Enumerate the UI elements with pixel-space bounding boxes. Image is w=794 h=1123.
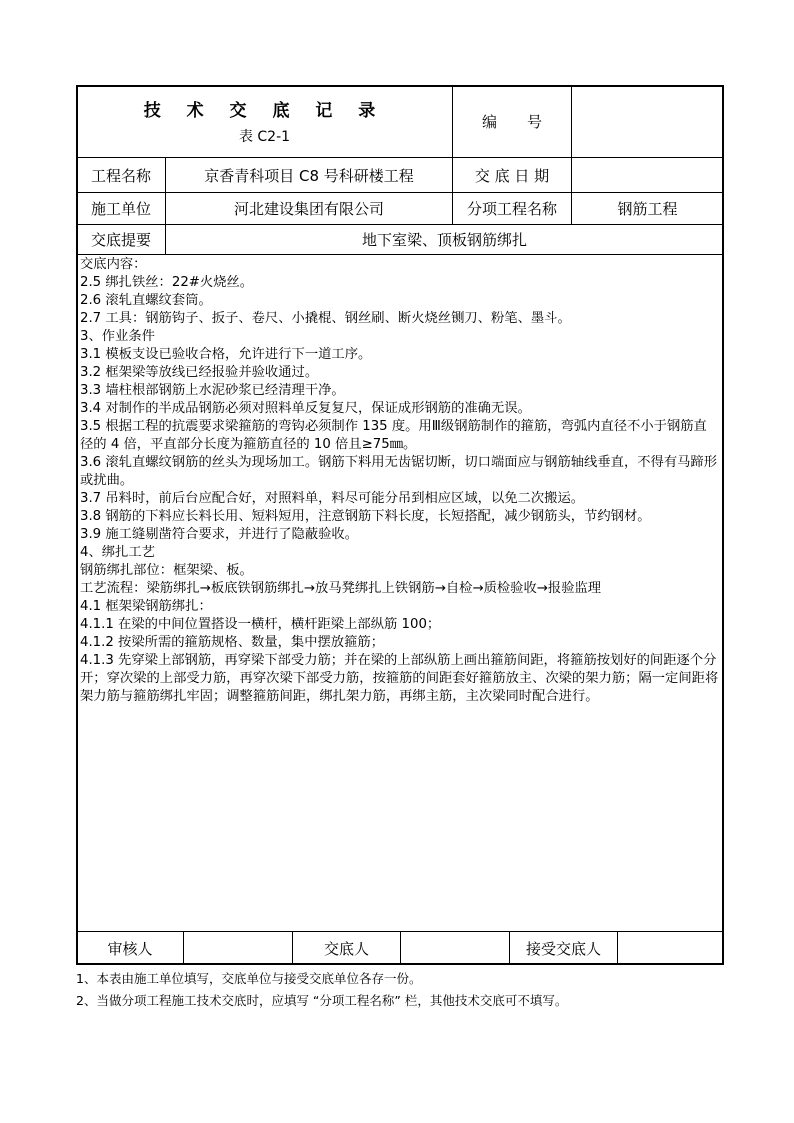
content-line: 3.3 墙柱根部钢筋上水泥砂浆已经清理干净。 [80,383,345,398]
contractor-label: 施工单位 [90,200,151,218]
content-line: 2.7 工具：钢筋钩子、扳子、卷尺、小撬棍、钢丝刷、断火烧丝铡刀、粉笔、墨斗。 [80,311,571,326]
project-value[interactable]: 京香青科项目 C8 号科研楼工程 [204,166,414,185]
contractor-value[interactable]: 河北建设集团有限公司 [233,200,384,218]
summary-label: 交底提要 [90,231,151,249]
content-line: 2.5 绑扎铁丝：22#火烧丝。 [80,275,254,290]
row-divider [77,254,723,255]
content-line: 4.1 框架梁钢筋绑扎： [80,599,212,614]
content-line: 4.1.3 先穿梁上部钢筋，再穿梁下部受力筋；并在梁的上部纵筋上画出箍筋间距，将箍筋按划好的间距逐个分开；穿次梁的上部受力筋，再穿次梁下部受力筋，按箍筋的间距套好箍筋放主、次梁的架力筋；隔一定间距将架力筋与箍筋绑扎牢固；调整箍筋间距，绑扎架力筋，再绑主筋，主次梁同时配合进行。 [80,653,719,704]
content-line: 3.4 对制作的半成品钢筋必须对照料单反复复尺，保证成形钢筋的准确无误。 [80,401,531,416]
content-line: 3.7 吊料时，前后台应配合好，对照料单，料尽可能分吊到相应区域，以免二次搬运。 [80,491,585,506]
project-label: 工程名称 [90,166,151,185]
number-value[interactable] [572,86,723,157]
content-line: 交底内容： [80,257,147,272]
content-line: 2.6 滚轧直螺纹套筒。 [80,293,212,308]
form-number: 表 C2-1 [238,129,291,145]
date-value[interactable] [572,158,723,192]
content-line: 3.2 框架梁等放线已经报验并验收通过。 [80,365,319,380]
receiver-label: 接受交底人 [525,939,601,958]
content-line: 4、绑扎工艺 [80,545,155,560]
content-line: 4.1.2 按梁所需的箍筋规格、数量，集中摆放箍筋； [80,635,384,650]
number-label: 编 号 [481,113,542,131]
content-line: 3、作业条件 [80,329,155,344]
subproject-value[interactable]: 钢筋工程 [617,200,678,218]
content-line: 3.8 钢筋的下料应长料长用、短料短用，注意钢筋下料长度，长短搭配，减少钢筋头，节约钢材。 [80,509,651,524]
summary-value[interactable]: 地下室梁、顶板钢筋绑扎 [361,231,527,249]
date-label: 交 底 日 期 [474,166,550,185]
briefing-content [80,256,720,706]
reviewer-label: 审核人 [107,939,153,958]
form-title: 技 术 交 底 记 录 [143,100,386,121]
content-line: 3.6 滚轧直螺纹钢筋的丝头为现场加工。钢筋下料用无齿锯切断，切口端面应与钢筋轴线垂直，不得有马蹄形或扰曲。 [80,455,718,488]
content-line: 3.5 根据工程的抗震要求梁箍筋的弯钩必须制作 135 度。用Ⅲ级钢筋制作的箍筋，弯弧内直径不小于钢筋直径的 4 倍，平直部分长度为箍筋直径的 10 倍且≥75㎜。 [80,419,707,452]
note-line: 1、本表由施工单位填写，交底单位与接受交底单位各存一份。 [76,971,422,986]
reviewer-value[interactable] [184,932,292,964]
receiver-value[interactable] [618,932,723,964]
content-line: 3.9 施工缝剔凿符合要求，并进行了隐蔽验收。 [80,527,359,542]
presenter-label: 交底人 [323,939,369,958]
content-line: 工艺流程：梁筋绑扎→板底铁钢筋绑扎→放马凳绑扎上铁钢筋→自检→质检验收→报验监理 [80,581,602,596]
subproject-label: 分项工程名称 [466,200,557,218]
form-notes [76,968,736,1012]
note-line: 2、当做分项工程施工技术交底时，应填写 “分项工程名称” 栏，其他技术交底可不填写。 [76,993,568,1008]
content-line: 3.1 模板支设已验收合格，允许进行下一道工序。 [80,347,372,362]
presenter-value[interactable] [401,932,509,964]
content-line: 4.1.1 在梁的中间位置搭设一横杆，横杆距梁上部纵筋 100； [80,617,441,632]
content-line: 钢筋绑扎部位：框架梁、板。 [80,563,253,578]
